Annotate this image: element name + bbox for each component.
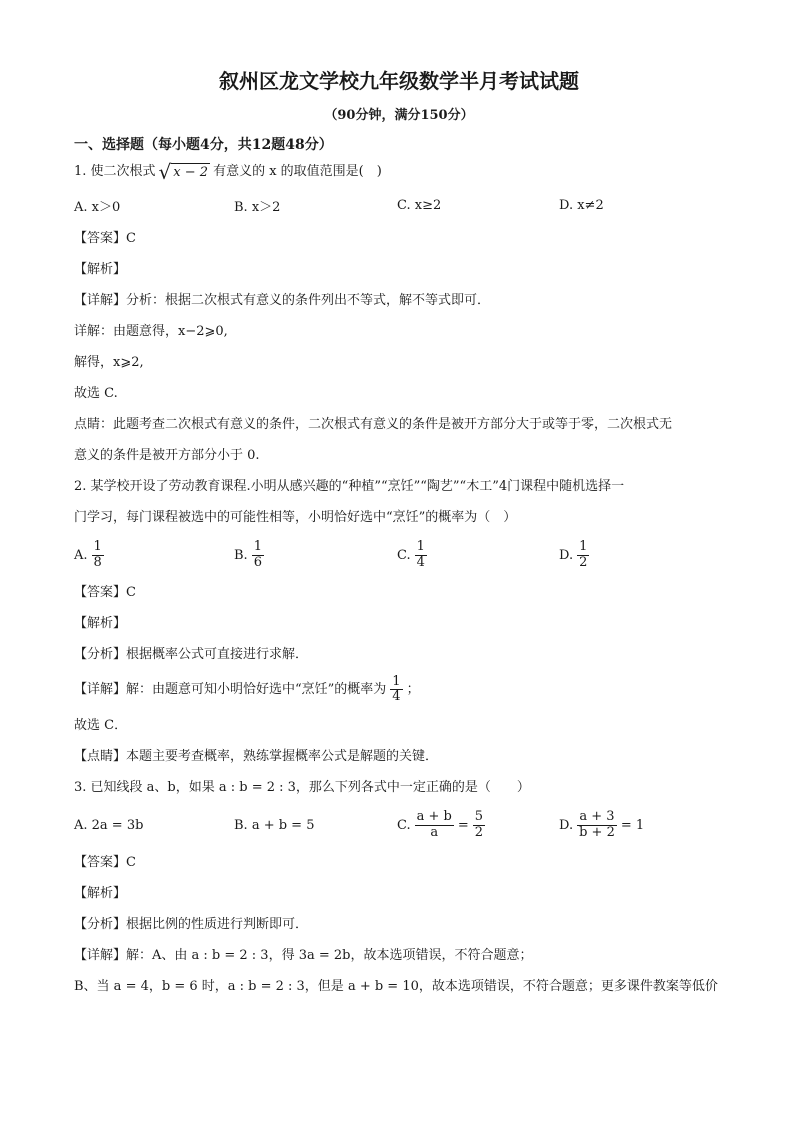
- q2-option-b: B. $\frac{1}{6}$: [234, 539, 262, 570]
- q1-option-a: A. x＞0: [74, 199, 121, 215]
- q2-comment: 【点睛】本题主要考查概率，熟练掌握概率公式是解题的关键．: [74, 749, 439, 764]
- q2-choose: 故选 C．: [74, 718, 128, 733]
- q1-stem: 1. 使二次根式 √ x − 2 有意义的 x 的取值范围是( ): [74, 159, 382, 184]
- q3-fenxi: 【分析】根据比例的性质进行判断即可．: [74, 917, 309, 932]
- q1-analysis-label: 【解析】: [74, 262, 127, 277]
- q2-stem-line2: 门学习，每门课程被选中的可能性相等，小明恰好选中“烹饪”的概率为（ ）: [74, 510, 517, 525]
- q1-step2: 解得，x⩾2,: [74, 355, 144, 370]
- q1-answer: 【答案】C: [74, 231, 136, 246]
- q3-option-a: A. 2a = 3b: [74, 817, 144, 833]
- document-page: [74, 66, 724, 1002]
- sqrt-expression: √ x − 2: [158, 159, 209, 184]
- q1-comment-line1: 点睛：此题考查二次根式有意义的条件，二次根式有意义的条件是被开方部分大于或等于零，二次根式无: [74, 417, 673, 432]
- section-heading: 一、选择题（每小题4分，共12题48分）: [74, 137, 333, 153]
- q1-option-b: B. x＞2: [234, 199, 281, 215]
- q3-line-b: B、当 a = 4，b = 6 时，a : b = 2 : 3，但是 a + b = 10，故本选项错误，不符合题意；更多课件教案等低价: [74, 979, 718, 994]
- q2-option-a: A. $\frac{1}{8}$: [74, 539, 102, 570]
- q3-answer: 【答案】C: [74, 855, 136, 870]
- q2-detail: 【详解】解：由题意可知小明恰好选中“烹饪”的概率为 $\frac{1}{4}$ ；: [74, 673, 420, 704]
- q1-comment-line2: 意义的条件是被开方部分小于 0.: [74, 448, 260, 463]
- q1-step1: 详解：由题意得，x−2⩾0,: [74, 324, 228, 339]
- q2-analysis-label: 【解析】: [74, 616, 127, 631]
- q3-option-c: C. $\frac{a + b}{a}$ = $\frac{5}{2}$: [397, 809, 484, 840]
- q2-fenxi: 【分析】根据概率公式可直接进行求解．: [74, 647, 309, 662]
- q3-stem: 3. 已知线段 a、b，如果 a : b = 2 : 3，那么下列各式中一定正确的是（ ）: [74, 780, 530, 795]
- q3-analysis-label: 【解析】: [74, 886, 127, 901]
- q3-options: [74, 803, 724, 847]
- q3-detail: 【详解】解：A、由 a : b = 2 : 3，得 3a = 2b，故本选项错误，不符合题意；: [74, 948, 533, 963]
- q2-option-c: C. $\frac{1}{4}$: [397, 539, 425, 570]
- q3-option-b: B. a + b = 5: [234, 817, 315, 833]
- q2-options: [74, 533, 724, 577]
- q3-option-d: D. $\frac{a + 3}{b + 2}$ = 1: [559, 809, 645, 840]
- q2-stem-line1: 2. 某学校开设了劳动教育课程.小明从感兴趣的“种植”“烹饪”“陶艺”“木工”4门课程中随机选择一: [74, 479, 625, 494]
- page-title: 叙州区龙文学校九年级数学半月考试试题: [219, 69, 579, 93]
- q1-option-d: D. x≠2: [559, 197, 604, 213]
- q1-options: [74, 187, 724, 223]
- q2-option-d: D. $\frac{1}{2}$: [559, 539, 588, 570]
- q1-detail: 【详解】分析：根据二次根式有意义的条件列出不等式，解不等式即可．: [74, 293, 491, 308]
- q1-choose: 故选 C.: [74, 386, 118, 401]
- page-subtitle: （90分钟，满分150分）: [324, 108, 474, 123]
- q2-answer: 【答案】C: [74, 585, 136, 600]
- q1-option-c: C. x≥2: [397, 197, 442, 213]
